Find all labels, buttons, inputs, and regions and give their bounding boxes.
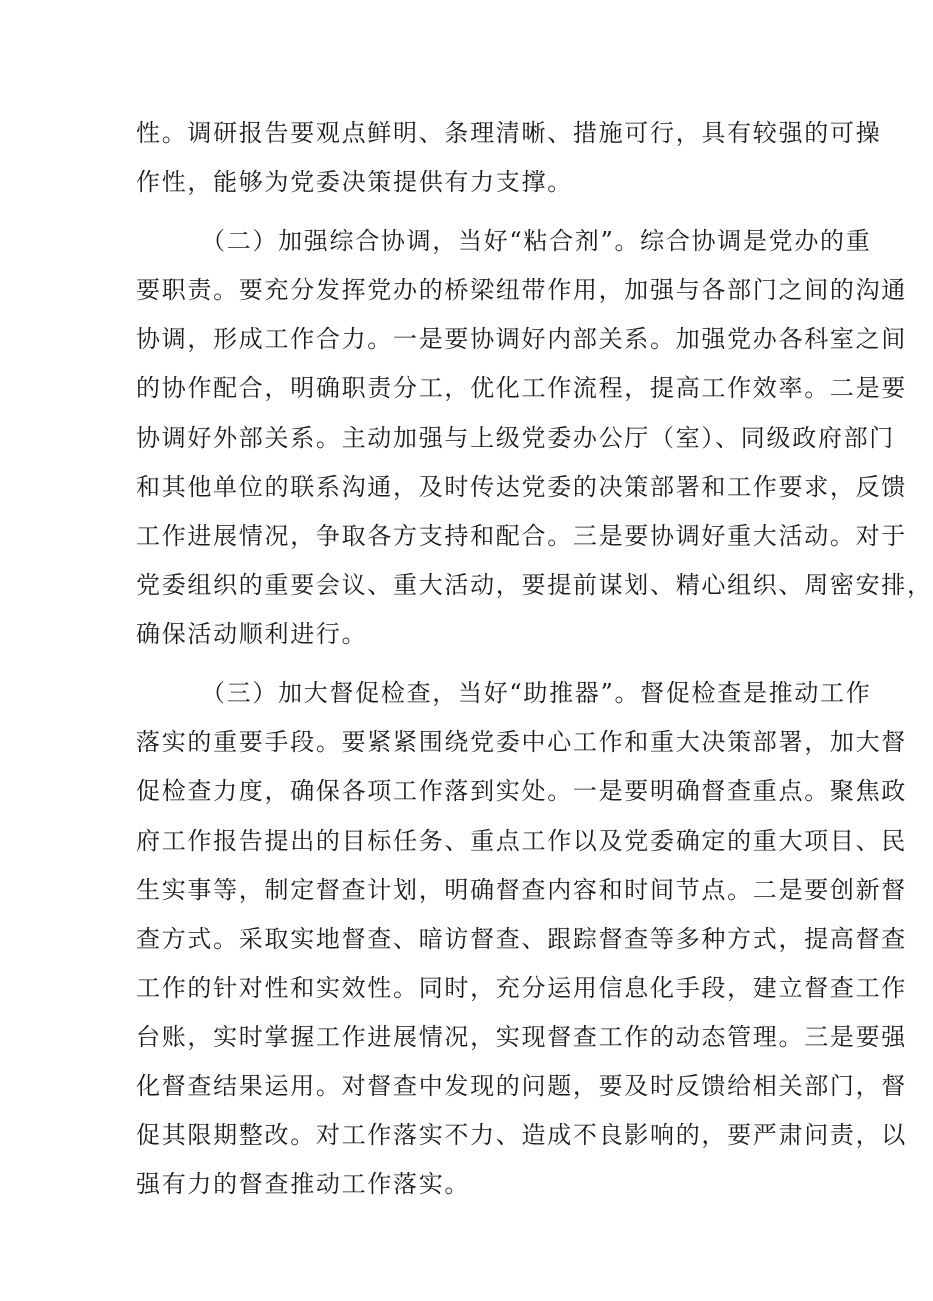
paragraph-line: 查方式。采取实地督查、暗访督查、跟踪督查等多种方式，提高督查 (136, 925, 907, 953)
paragraph-line: 性。调研报告要观点鲜明、条理清晰、措施可行，具有较强的可操 (136, 119, 882, 147)
paragraph-line: 要职责。要充分发挥党办的桥梁纽带作用，加强与各部门之间的沟通 (136, 276, 907, 304)
paragraph-line: 促其限期整改。对工作落实不力、造成不良影响的，要严肃问责，以 (136, 1121, 907, 1149)
paragraph-line: 党委组织的重要会议、重大活动，要提前谋划、精心组织、周密安排， (136, 571, 933, 599)
paragraph-line: 生实事等，制定督查计划，明确督查内容和时间节点。二是要创新督 (136, 876, 907, 904)
paragraph-line: 落实的重要手段。要紧紧围绕党委中心工作和重大决策部署，加大督 (136, 728, 907, 756)
paragraph-line: 协调，形成工作合力。一是要协调好内部关系。加强党办各科室之间 (136, 325, 907, 353)
paragraph-line: 工作进展情况，争取各方支持和配合。三是要协调好重大活动。对于 (136, 522, 907, 550)
paragraph-line: 府工作报告提出的目标任务、重点工作以及党委确定的重大项目、民 (136, 827, 907, 855)
paragraph-line: 促检查力度，确保各项工作落到实处。一是要明确督查重点。聚焦政 (136, 777, 907, 805)
paragraph-line: 协调好外部关系。主动加强与上级党委办公厅（室）、同级政府部门 (136, 424, 895, 452)
paragraph-line: 强有力的督查推动工作落实。 (136, 1170, 471, 1198)
paragraph-line: 作性，能够为党委决策提供有力支撑。 (136, 168, 573, 196)
paragraph-line: （三）加大督促检查，当好“助推器”。督促检查是推动工作 (201, 679, 872, 707)
paragraph-line: 台账，实时掌握工作进展情况，实现督查工作的动态管理。三是要强 (136, 1023, 907, 1051)
paragraph-line: 化督查结果运用。对督查中发现的问题，要及时反馈给相关部门，督 (136, 1072, 907, 1100)
paragraph-line: （二）加强综合协调，当好“粘合剂”。综合协调是党办的重 (201, 227, 872, 255)
paragraph-line: 确保活动顺利进行。 (136, 620, 368, 648)
paragraph-line: 工作的针对性和实效性。同时，充分运用信息化手段，建立督查工作 (136, 974, 907, 1002)
paragraph-line: 和其他单位的联系沟通，及时传达党委的决策部署和工作要求，反馈 (136, 473, 907, 501)
paragraph-line: 的协作配合，明确职责分工，优化工作流程，提高工作效率。二是要 (136, 374, 907, 402)
